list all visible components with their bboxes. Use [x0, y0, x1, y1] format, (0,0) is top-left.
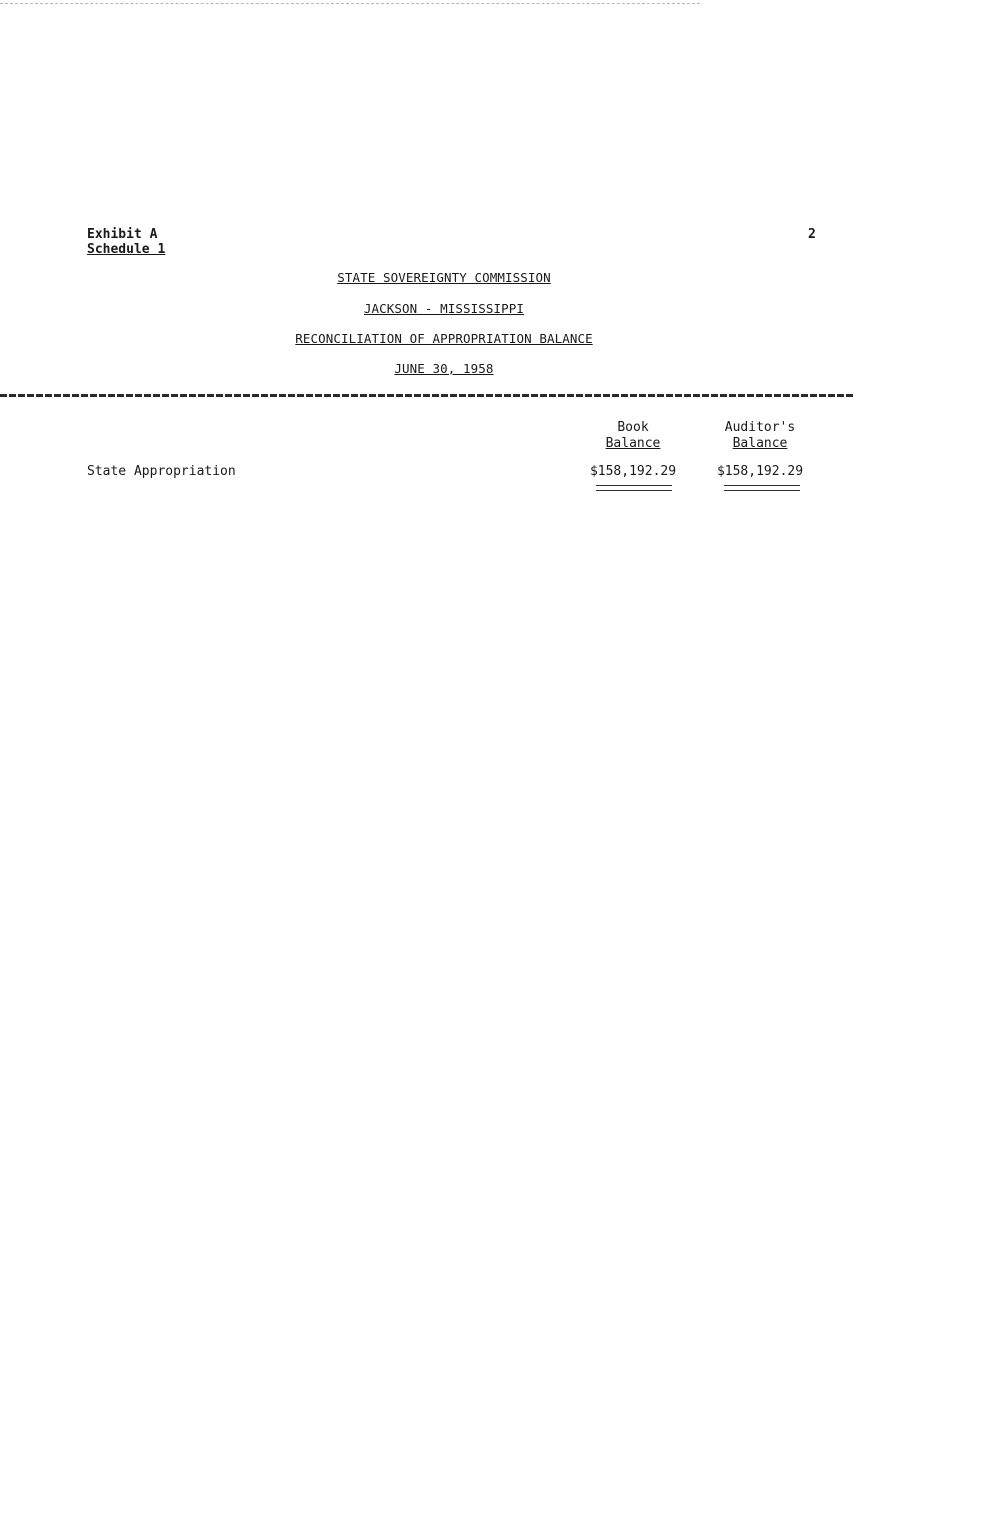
exhibit-label: Exhibit A — [87, 227, 158, 242]
row-label-state-appropriation: State Appropriation — [87, 464, 236, 479]
page-number: 2 — [808, 227, 816, 242]
report-date: JUNE 30, 1958 — [394, 361, 494, 376]
column-header-book-balance — [578, 420, 688, 452]
book-total-double-underline — [596, 485, 672, 491]
organization-title: STATE SOVEREIGNTY COMMISSION — [337, 270, 551, 285]
column-header-line2: Balance — [605, 436, 661, 451]
separator-line — [0, 394, 854, 397]
exhibit-label-block — [87, 227, 165, 257]
column-header-line1: Auditor's — [724, 420, 796, 435]
scan-edge-line — [0, 3, 700, 4]
auditor-balance-amount: $158,192.29 — [716, 464, 804, 479]
schedule-label: Schedule 1 — [87, 242, 166, 257]
column-header-auditors-balance — [705, 420, 815, 452]
auditor-total-double-underline — [724, 485, 800, 491]
book-balance-amount: $158,192.29 — [589, 464, 677, 479]
location-title: JACKSON - MISSISSIPPI — [363, 301, 525, 316]
report-title: RECONCILIATION OF APPROPRIATION BALANCE — [295, 331, 593, 346]
column-header-line1: Book — [617, 420, 649, 435]
column-header-line2: Balance — [732, 436, 788, 451]
